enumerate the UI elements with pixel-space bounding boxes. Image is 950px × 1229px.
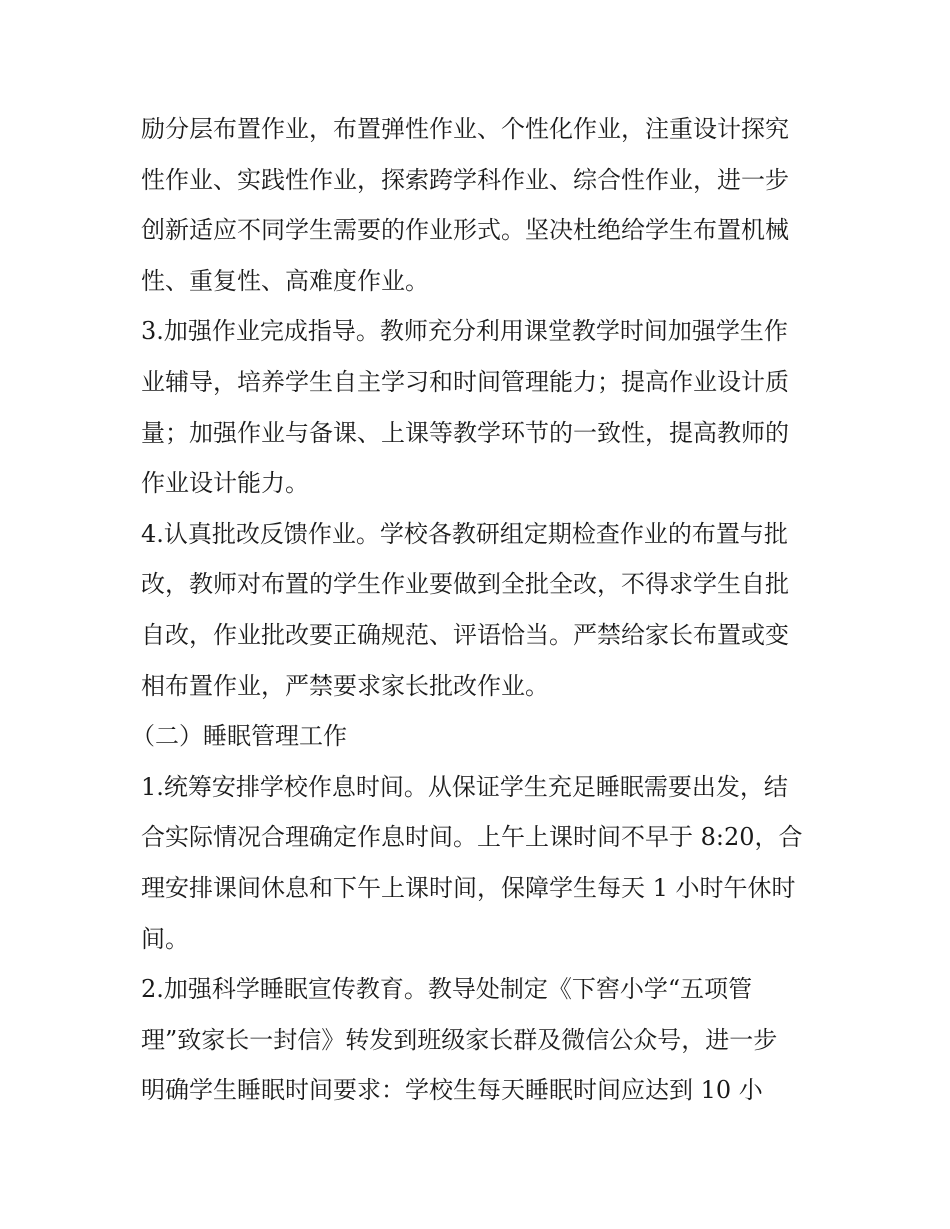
paragraph-line: 改，教师对布置的学生作业要做到全批全改，不得求学生自批 [141,570,789,599]
paragraph-line: 理安排课间休息和下午上课时间，保障学生每天 1 小时午休时 [141,873,796,902]
paragraph-line: 创新适应不同学生需要的作业形式。坚决杜绝给学生布置机械 [141,216,789,245]
paragraph-line: 自改，作业批改要正确规范、评语恰当。严禁给家长布置或变 [141,620,789,649]
paragraph-line: 合实际情况合理确定作息时间。上午上课时间不早于 8:20，合 [141,823,803,852]
paragraph-line: 间。 [141,924,189,953]
paragraph-line: 2.加强科学睡眠宣传教育。教导处制定《下窖小学“五项管 [141,975,753,1004]
paragraph-line: 4.认真批改反馈作业。学校各教研组定期检查作业的布置与批 [141,519,788,548]
paragraph-line: 3.加强作业完成指导。教师充分利用课堂教学时间加强学生作 [141,317,788,346]
paragraph-line: 励分层布置作业，布置弹性作业、个性化作业，注重设计探究 [141,115,789,143]
paragraph-line: 理”致家长一封信》转发到班级家长群及微信公众号，进一步 [141,1025,778,1054]
paragraph-line: 业辅导，培养学生自主学习和时间管理能力；提高作业设计质 [141,367,789,396]
paragraph-line: 量；加强作业与备课、上课等教学环节的一致性，提高教师的 [141,418,789,447]
paragraph-line: 性、重复性、高难度作业。 [141,266,429,295]
paragraph-line: 1.统筹安排学校作息时间。从保证学生充足睡眠需要出发，结 [141,772,788,801]
paragraph-line: 相布置作业，严禁要求家长批改作业。 [141,671,549,700]
document-body [131,104,813,1116]
paragraph-line: 性作业、实践性作业，探索跨学科作业、综合性作业，进一步 [141,165,789,194]
paragraph-line: 明确学生睡眠时间要求：学校生每天睡眠时间应达到 10 小 [141,1076,763,1105]
paragraph-line: 作业设计能力。 [141,469,309,498]
section-heading: （二）睡眠管理工作 [131,722,347,751]
